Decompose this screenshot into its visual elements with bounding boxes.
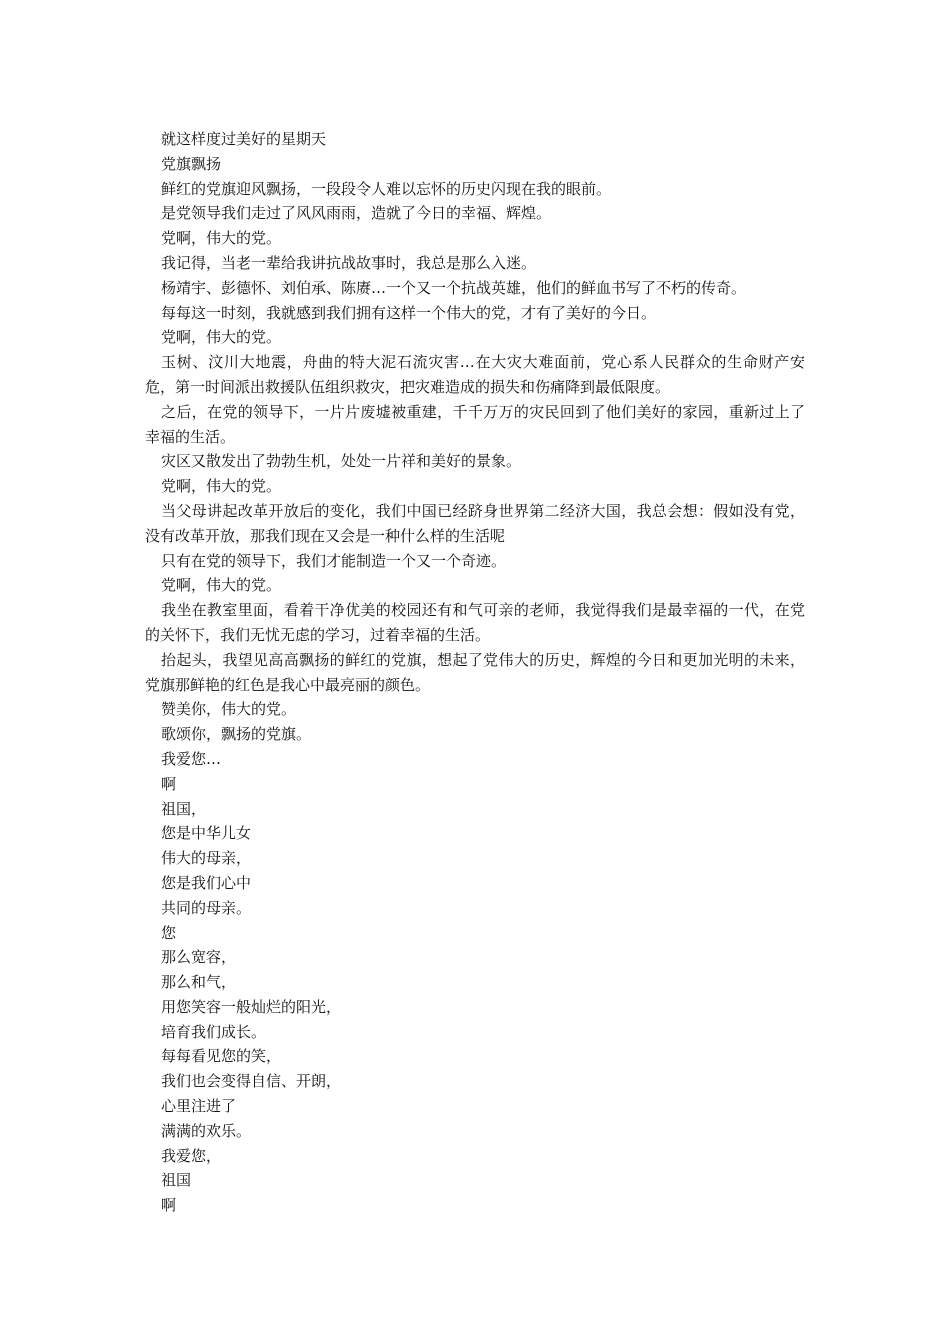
paragraph: 我记得，当老一辈给我讲抗战故事时，我总是那么入迷。 [161,253,537,272]
paragraph: 每每这一时刻，我就感到我们拥有这样一个伟大的党，才有了美好的今日。 [161,303,657,322]
poem-line: 心里注进了 [161,1097,237,1116]
paragraph-heading: 党旗飘扬 [161,154,222,173]
paragraph: 赞美你，伟大的党。 [161,700,297,719]
poem-line: 那么和气， [161,973,237,992]
paragraph: 鲜红的党旗迎风飘扬，一段段令人难以忘怀的历史闪现在我的眼前。 [161,179,612,198]
poem-line: 您是我们心中 [161,873,252,892]
paragraph: 当父母讲起改革开放后的变化，我们中国已经跻身世界第二经济大国，我总会想：假如没有党，没有改革开放，那我们现在又会是一种什么样的生活呢 [145,501,805,545]
poem-line: 您 [161,923,177,942]
paragraph: 之后，在党的领导下，一片片废墟被重建，千千万万的灾民回到了他们美好的家园，重新过上了幸福的生活。 [145,402,805,446]
poem-line: 满满的欢乐。 [161,1121,252,1140]
paragraph: 党啊，伟大的党。 [161,576,282,595]
paragraph: 我坐在教室里面，看着干净优美的校园还有和气可亲的老师，我觉得我们是最幸福的一代，在党的关怀下，我们无忧无虑的学习，过着幸福的生活。 [145,601,805,644]
paragraph: 党啊，伟大的党。 [161,229,282,248]
document-body [145,127,805,1218]
poem-line: 您是中华儿女 [161,824,252,843]
poem-line: 那么宽容， [161,948,237,967]
paragraph: 灾区又散发出了勃勃生机，处处一片祥和美好的景象。 [161,452,522,471]
paragraph: 抬起头，我望见高高飘扬的鲜红的党旗，想起了党伟大的历史，辉煌的今日和更加光明的未来，党旗那鲜艳的红色是我心中最亮丽的颜色。 [145,650,805,694]
paragraph: 只有在党的领导下，我们才能制造一个又一个奇迹。 [161,551,507,570]
paragraph: 党啊，伟大的党。 [161,477,282,496]
paragraph: 杨靖宇、彭德怀、刘伯承、陈赓…一个又一个抗战英雄，他们的鲜血书写了不朽的传奇。 [161,278,747,297]
poem-line: 我爱您… [161,749,222,768]
poem-line: 伟大的母亲， [161,849,252,868]
poem-line: 啊 [161,1196,177,1215]
poem-line: 我爱您， [161,1146,222,1165]
paragraph-title: 就这样度过美好的星期天 [161,130,327,148]
paragraph: 玉树、汶川大地震，舟曲的特大泥石流灾害…在大灾大难面前，党心系人民群众的生命财产安危，第一时间派出救援队伍组织救灾，把灾难造成的损失和伤痛降到最低限度。 [145,353,805,396]
poem-line: 祖国 [161,1171,192,1190]
poem-line: 祖国， [161,799,207,818]
poem-line: 我们也会变得自信、开朗， [161,1072,342,1091]
poem-line: 啊 [161,774,177,793]
poem-line: 每每看见您的笑， [161,1047,282,1066]
paragraph: 党啊，伟大的党。 [161,328,282,347]
poem-line: 用您笑容一般灿烂的阳光， [161,997,342,1016]
poem-line: 培育我们成长。 [161,1022,267,1041]
poem-line: 共同的母亲。 [161,898,252,917]
paragraph: 是党领导我们走过了风风雨雨，造就了今日的幸福、辉煌。 [161,204,552,223]
paragraph: 歌颂你，飘扬的党旗。 [161,725,312,744]
